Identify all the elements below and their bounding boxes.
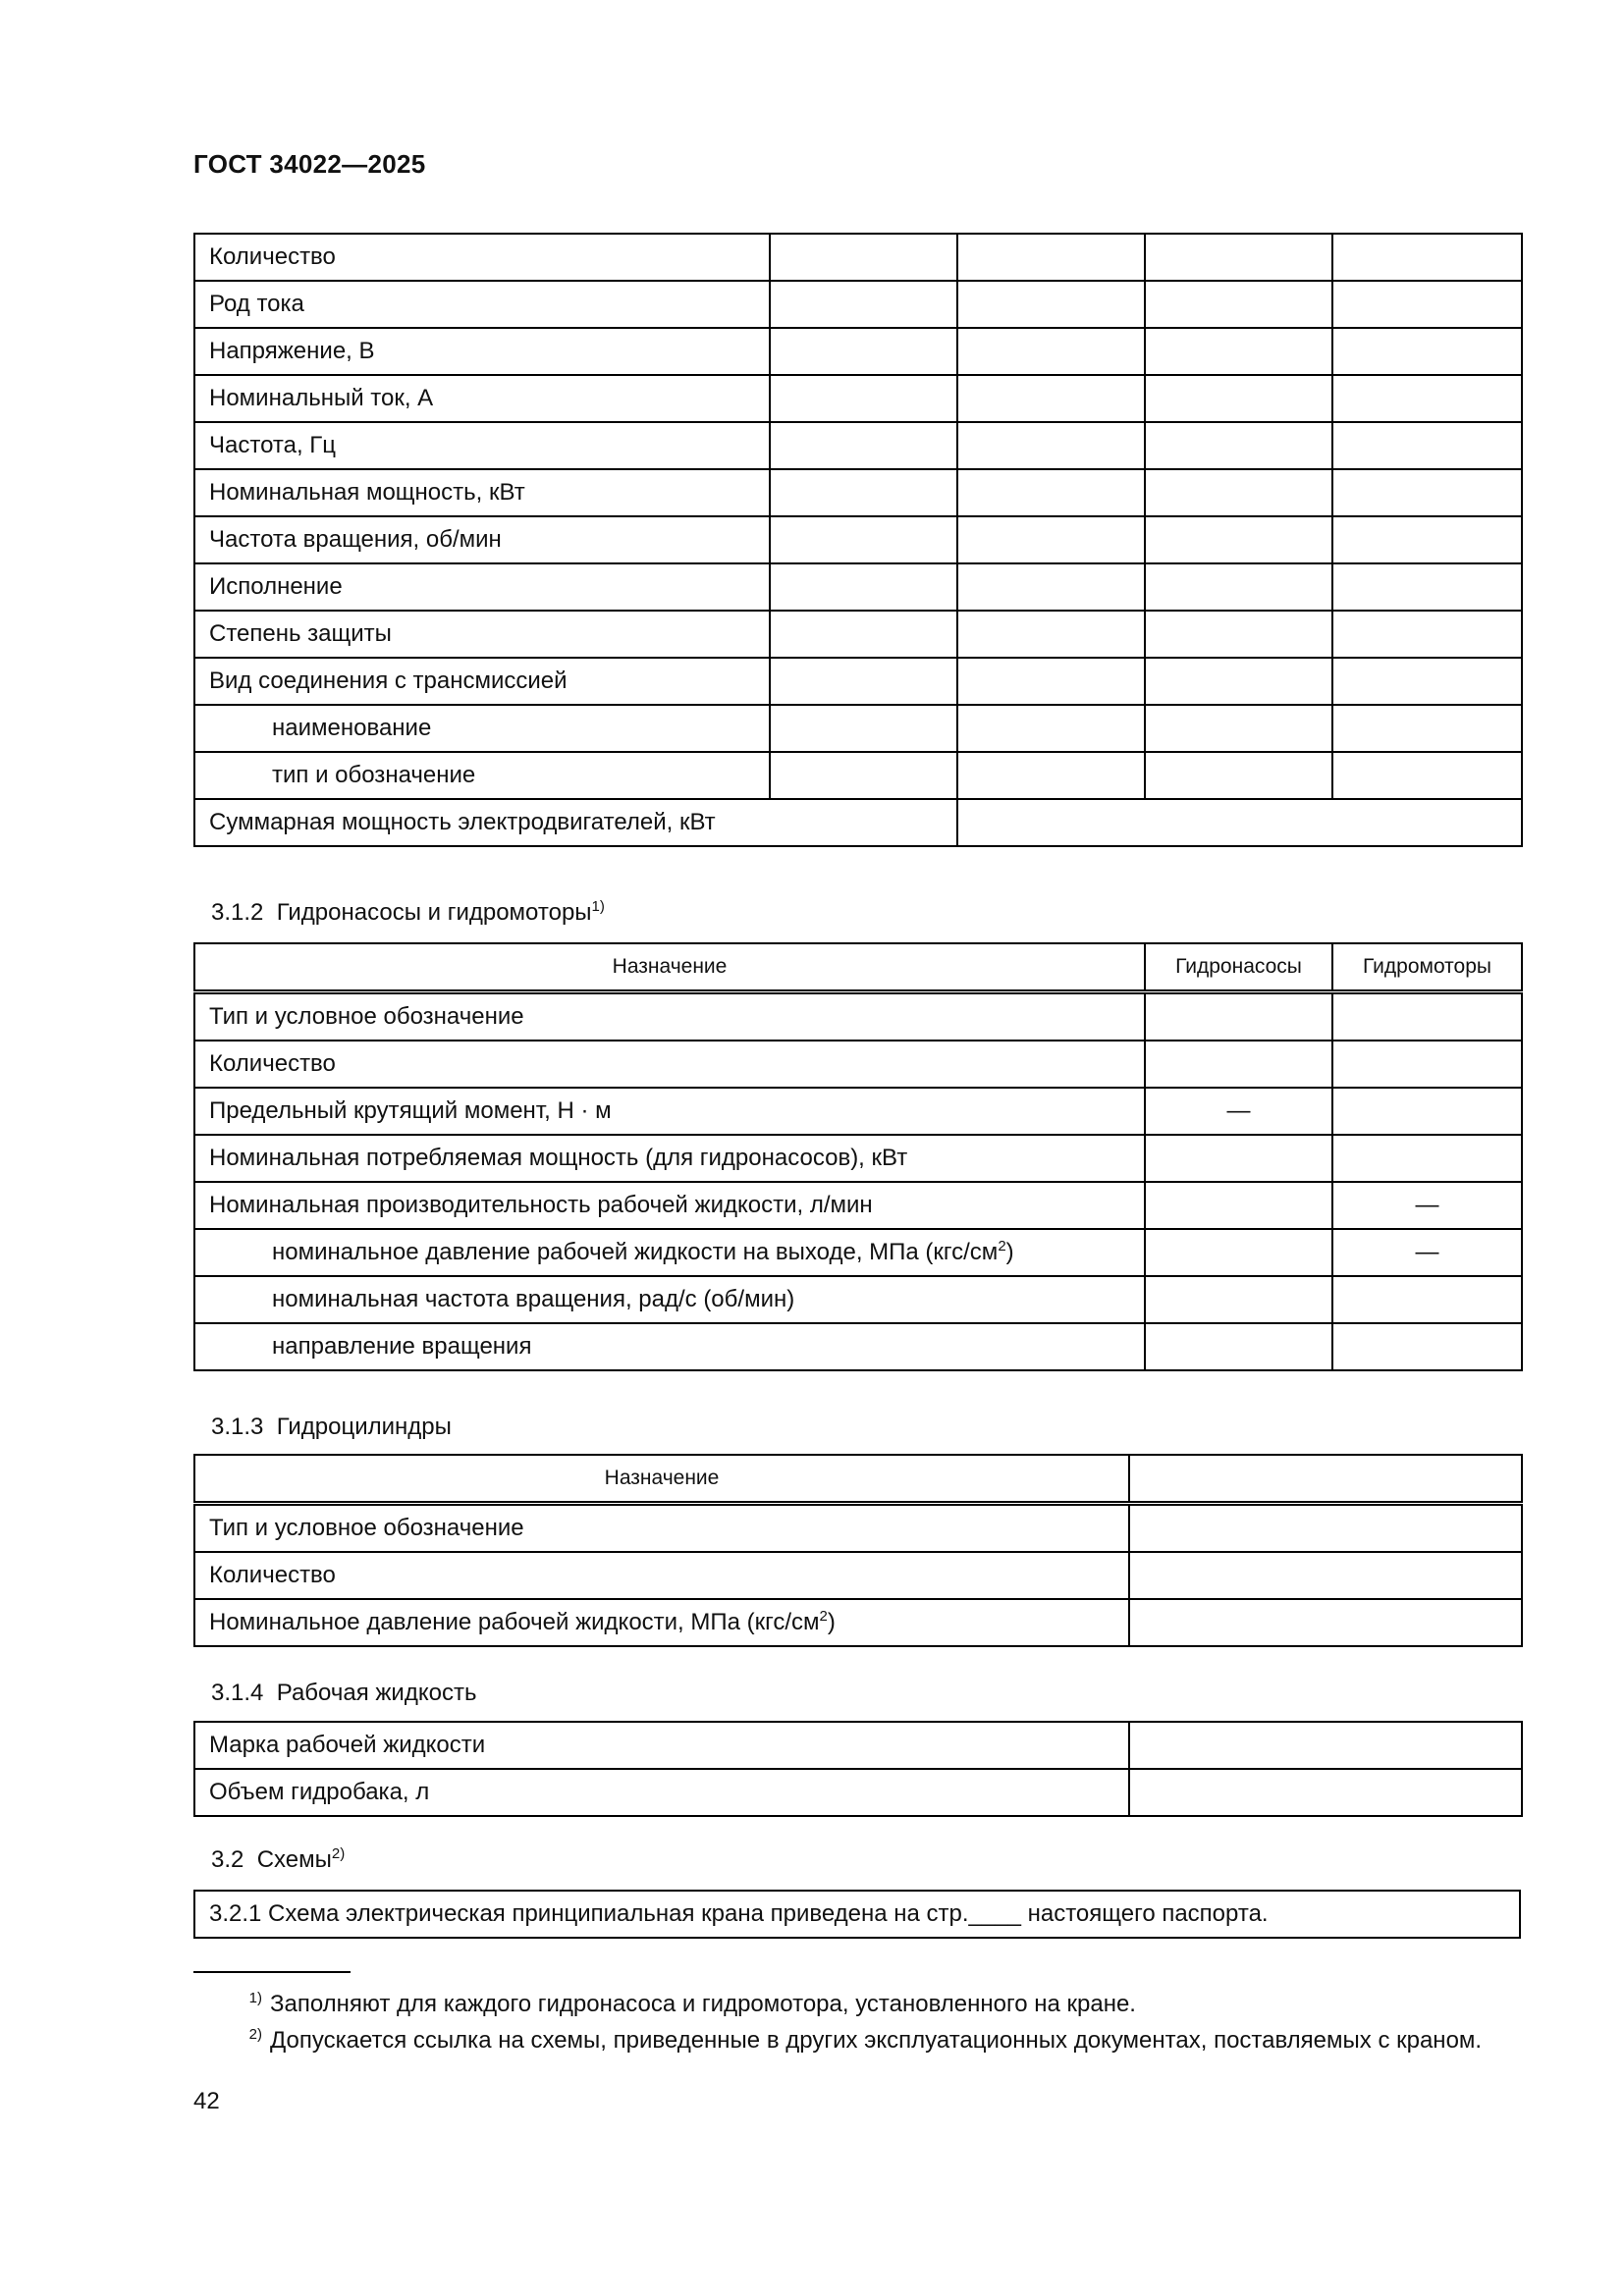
- table-cell[interactable]: [957, 469, 1145, 516]
- table-cell[interactable]: [1332, 469, 1522, 516]
- footnote-1: $^{1)}$ Заполняют для каждого гидронасоса и гидромотора, установленного на кране.: [248, 1990, 1136, 2017]
- table-cell[interactable]: [770, 234, 957, 281]
- row-label: Номинальная производительность рабочей жидкости, л/мин: [194, 1182, 1145, 1229]
- table-cell[interactable]: [1145, 516, 1332, 563]
- row-label: Номинальное давление рабочей жидкости, МПа $(кгс/см^2)$: [194, 1599, 1129, 1646]
- row-label: Объем гидробака, л: [194, 1769, 1129, 1816]
- section-3-1-4-title: 3.1.4 Рабочая жидкость: [211, 1680, 477, 1706]
- document-header: ГОСТ 34022—2025: [193, 149, 426, 179]
- table-row: [194, 469, 1522, 516]
- pumps-motors-table: [193, 942, 1523, 1371]
- row-label: Тип и условное обозначение: [194, 992, 1145, 1041]
- table-cell[interactable]: [770, 705, 957, 752]
- row-label: Частота вращения, об/мин: [194, 516, 770, 563]
- table-cell[interactable]: [1332, 563, 1522, 611]
- value-cell[interactable]: [1129, 1599, 1522, 1646]
- table-cell[interactable]: [957, 658, 1145, 705]
- table-cell[interactable]: [957, 234, 1145, 281]
- row-label: Номинальная потребляемая мощность (для гидронасосов), кВт: [194, 1135, 1145, 1182]
- table-cell[interactable]: [1145, 328, 1332, 375]
- table-cell[interactable]: [1332, 234, 1522, 281]
- table-row: [194, 1088, 1522, 1135]
- table-row: [194, 1135, 1522, 1182]
- table-cell[interactable]: [1145, 752, 1332, 799]
- table-cell[interactable]: [1332, 611, 1522, 658]
- row-label: наименование: [194, 705, 770, 752]
- table-cell[interactable]: [1145, 375, 1332, 422]
- header-pumps: Гидронасосы: [1145, 943, 1332, 992]
- row-label: направление вращения: [194, 1323, 1145, 1370]
- pumps-cell[interactable]: [1145, 1229, 1332, 1276]
- table-row: [194, 1182, 1522, 1229]
- table-cell[interactable]: [1332, 375, 1522, 422]
- motors-cell[interactable]: [1332, 1135, 1522, 1182]
- total-label: Суммарная мощность электродвигателей, кВт: [194, 799, 957, 846]
- pumps-cell[interactable]: [1145, 1041, 1332, 1088]
- table-cell[interactable]: [957, 375, 1145, 422]
- table-cell[interactable]: [1145, 563, 1332, 611]
- row-label: Количество: [194, 1552, 1129, 1599]
- table-cell[interactable]: [770, 328, 957, 375]
- row-label: Количество: [194, 234, 770, 281]
- table-cell[interactable]: [1145, 234, 1332, 281]
- row-label: Степень защиты: [194, 611, 770, 658]
- table-cell[interactable]: [770, 375, 957, 422]
- table-row: [194, 705, 1522, 752]
- section-3-1-2-title: 3.1.2 Гидронасосы и гидромоторы$^{1)}$: [211, 898, 605, 926]
- footnote-ref-2[interactable]: 2): [331, 1845, 346, 1862]
- table-cell[interactable]: [770, 563, 957, 611]
- motors-cell[interactable]: [1332, 992, 1522, 1041]
- table-cell[interactable]: [770, 516, 957, 563]
- table-row: [194, 1229, 1522, 1276]
- value-cell[interactable]: [1129, 1722, 1522, 1769]
- pumps-cell[interactable]: [1145, 1182, 1332, 1229]
- table-cell[interactable]: [1332, 516, 1522, 563]
- table-cell[interactable]: [1332, 705, 1522, 752]
- scheme-text: 3.2.1 Схема электрическая принципиальная крана приведена на стр.____ настоящего паспорта.: [194, 1891, 1520, 1938]
- table-cell[interactable]: [957, 328, 1145, 375]
- table-cell[interactable]: [1332, 752, 1522, 799]
- table-cell[interactable]: [1145, 281, 1332, 328]
- table-cell[interactable]: [770, 611, 957, 658]
- pumps-cell[interactable]: [1145, 1135, 1332, 1182]
- row-label: Номинальный ток, А: [194, 375, 770, 422]
- table-cell[interactable]: [770, 752, 957, 799]
- row-label: номинальная частота вращения, рад/с (об/мин): [194, 1276, 1145, 1323]
- motors-cell[interactable]: [1332, 1276, 1522, 1323]
- value-cell[interactable]: [1129, 1769, 1522, 1816]
- table-row: [194, 1323, 1522, 1370]
- schemes-table: [193, 1890, 1521, 1939]
- footnote-separator: [193, 1971, 351, 1973]
- table-row: [194, 516, 1522, 563]
- footnote-ref-1[interactable]: 1): [591, 898, 605, 915]
- row-label: Предельный крутящий момент, Н · м: [194, 1088, 1145, 1135]
- value-cell[interactable]: [1129, 1504, 1522, 1553]
- table-cell[interactable]: [770, 281, 957, 328]
- table-row: [194, 992, 1522, 1041]
- row-label: Напряжение, В: [194, 328, 770, 375]
- pumps-cell[interactable]: —: [1145, 1088, 1332, 1135]
- motors-cell[interactable]: —: [1332, 1229, 1522, 1276]
- table-row: [194, 234, 1522, 281]
- table-row: [194, 1504, 1522, 1553]
- table-cell[interactable]: [957, 422, 1145, 469]
- row-label: Вид соединения с трансмиссией: [194, 658, 770, 705]
- table-row: [194, 1599, 1522, 1646]
- table-row: [194, 328, 1522, 375]
- table-row: [194, 375, 1522, 422]
- row-label: Исполнение: [194, 563, 770, 611]
- pumps-cell[interactable]: [1145, 992, 1332, 1041]
- table-row-total: [194, 799, 1522, 846]
- pumps-cell[interactable]: [1145, 1276, 1332, 1323]
- motors-cell[interactable]: [1332, 1088, 1522, 1135]
- row-label: Тип и условное обозначение: [194, 1504, 1129, 1553]
- row-label: Род тока: [194, 281, 770, 328]
- table-row: [194, 422, 1522, 469]
- table-cell[interactable]: [957, 563, 1145, 611]
- motors-cell[interactable]: —: [1332, 1182, 1522, 1229]
- row-label: Марка рабочей жидкости: [194, 1722, 1129, 1769]
- table-row: [194, 658, 1522, 705]
- row-label: Количество: [194, 1041, 1145, 1088]
- table-cell[interactable]: [1129, 1455, 1522, 1504]
- total-value[interactable]: [957, 799, 1522, 846]
- table-row: [194, 752, 1522, 799]
- table-cell[interactable]: [957, 516, 1145, 563]
- motors-table: [193, 233, 1523, 847]
- row-label: номинальное давление рабочей жидкости на выходе, МПа $(кгс/см^2)$: [194, 1229, 1145, 1276]
- table-cell[interactable]: [1332, 658, 1522, 705]
- motors-cell[interactable]: [1332, 1041, 1522, 1088]
- section-3-1-3-title: 3.1.3 Гидроцилиндры: [211, 1414, 452, 1440]
- section-3-2-title: 3.2 Схемы$^{2)}$: [211, 1845, 346, 1873]
- page-number: 42: [193, 2088, 220, 2114]
- row-label: тип и обозначение: [194, 752, 770, 799]
- table-cell[interactable]: [1145, 422, 1332, 469]
- table-cell[interactable]: [770, 422, 957, 469]
- table-cell[interactable]: [1145, 705, 1332, 752]
- table-row: [194, 611, 1522, 658]
- row-label: Номинальная мощность, кВт: [194, 469, 770, 516]
- table-cell[interactable]: [957, 611, 1145, 658]
- header-purpose: Назначение: [194, 943, 1145, 992]
- table-cell[interactable]: [957, 705, 1145, 752]
- cylinders-table: [193, 1454, 1523, 1647]
- motors-cell[interactable]: [1332, 1323, 1522, 1370]
- table-cell[interactable]: [1332, 281, 1522, 328]
- table-cell[interactable]: [770, 469, 957, 516]
- row-label: Частота, Гц: [194, 422, 770, 469]
- table-row: [194, 1552, 1522, 1599]
- table-cell[interactable]: [957, 281, 1145, 328]
- table-cell[interactable]: [957, 752, 1145, 799]
- table-row: [194, 1041, 1522, 1088]
- table-cell[interactable]: [1332, 328, 1522, 375]
- pumps-cell[interactable]: [1145, 1323, 1332, 1370]
- header-purpose: Назначение: [194, 1455, 1129, 1504]
- table-row: [194, 1769, 1522, 1816]
- table-cell[interactable]: [1145, 469, 1332, 516]
- table-cell[interactable]: [1332, 422, 1522, 469]
- table-row: [194, 1722, 1522, 1769]
- table-row: [194, 281, 1522, 328]
- table-row: [194, 563, 1522, 611]
- fluid-table: [193, 1721, 1523, 1817]
- table-cell[interactable]: [1145, 658, 1332, 705]
- value-cell[interactable]: [1129, 1552, 1522, 1599]
- table-cell[interactable]: [770, 658, 957, 705]
- table-cell[interactable]: [1145, 611, 1332, 658]
- table-row: [194, 1276, 1522, 1323]
- header-motors: Гидромоторы: [1332, 943, 1522, 992]
- footnote-2: $^{2)}$ Допускается ссылка на схемы, приведенные в других эксплуатационных документах, поставляемых с краном.: [248, 2026, 1483, 2054]
